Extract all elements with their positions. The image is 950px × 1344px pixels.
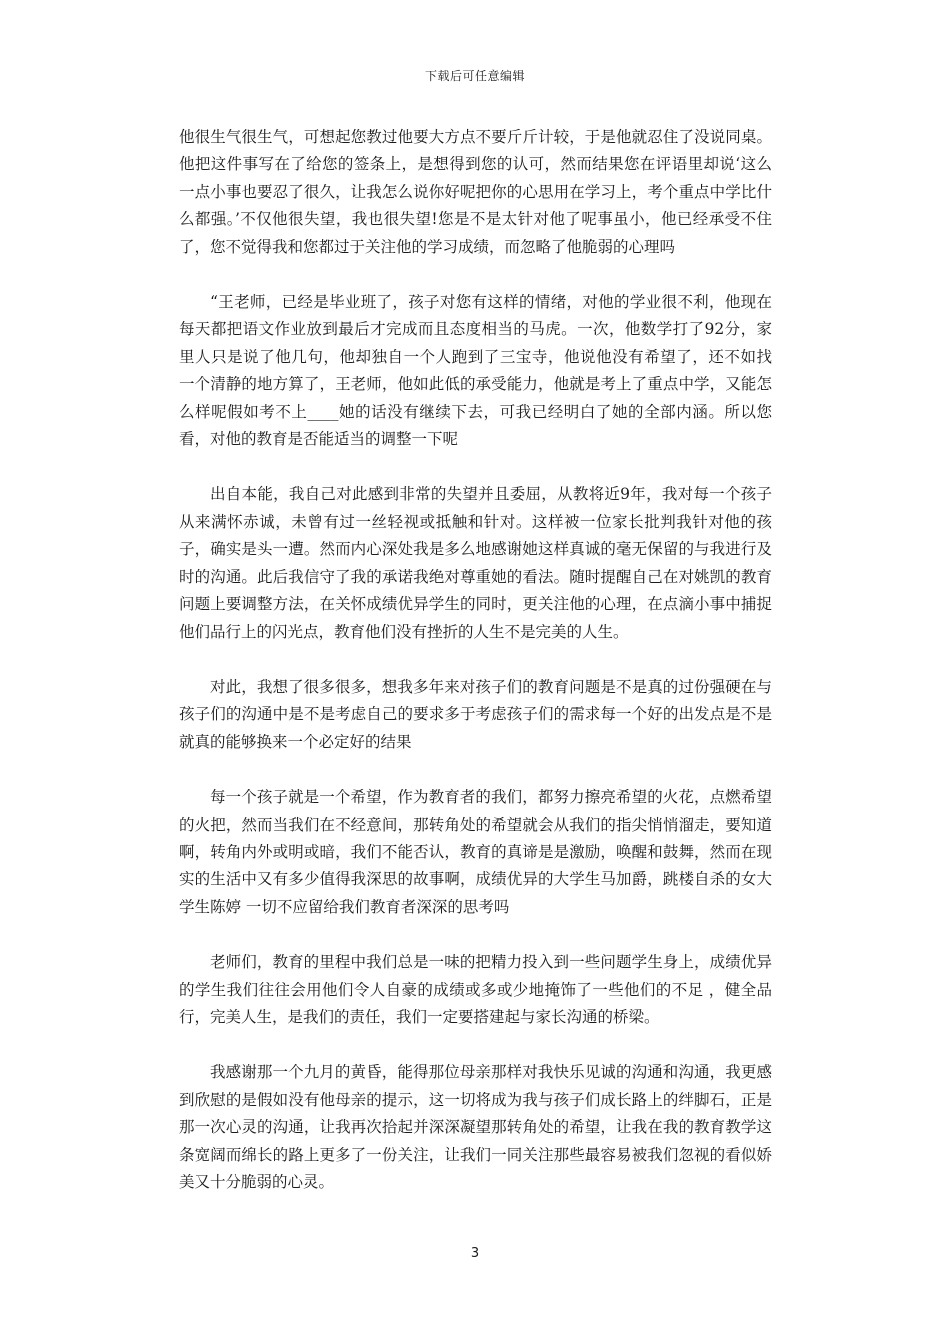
- paragraph-1: 他很生气很生气，可想起您教过他要大方点不要斤斤计较，于是他就忍住了没说同桌。他把这件事写在了给您的签条上，是想得到您的认可，然而结果您在评语里却说‘这么一点小事也要忍了很久，让我怎么说你好呢把你的心思用在学习上，考个重点中学比什么都强。’不仅他很失望，我也很失望!您是不是太针对他了呢事虽小，他已经承受不住了，您不觉得我和您都过于关注他的学习成绩，而忽略了他脆弱的心理吗: [179, 128, 772, 256]
- document-body: [179, 124, 772, 1196]
- paragraph-7: 我感谢那一个九月的黄昏，能得那位母亲那样对我快乐见诚的沟通和沟通，我更感到欣慰的是假如没有他母亲的提示，这一切将成为我与孩子们成长路上的绊脚石，正是那一次心灵的沟通，让我再次拾起并深深凝望那转角处的希望，让我在我的教育教学这条宽阔而绵长的路上更多了一份关注，让我们一同关注那些最容易被我们忽视的看似娇美又十分脆弱的心灵。: [179, 1063, 772, 1191]
- paragraph-2: “王老师，已经是毕业班了，孩子对您有这样的情绪，对他的学业很不利，他现在每天都把语文作业放到最后才完成而且态度相当的马虎。一次，他数学打了92分，家里人只是说了他几句，他却独自一个人跑到了三宝寺，他说他没有希望了，还不如找 一个清静的地方算了，王老师，他如此低的承受能力，他就是考上了重点中学，又能怎么样呢假如考不上____她的话没有继续下去，可我已经明白了她的全部内涵。所以您看，对他的教育是否能适当的调整一下呢: [179, 293, 772, 449]
- page-number: 3: [470, 1246, 480, 1261]
- paragraph-3: 出自本能，我自己对此感到非常的失望并且委屈，从教将近9年，我对每一个孩子从来满怀赤诚，未曾有过一丝轻视或抵触和针对。这样被一位家长批判我针对他的孩子，确实是头一遭。然而内心深处我是多么地感谢她这样真诚的毫无保留的与我进行及时的沟通。此后我信守了我的承诺我绝对尊重她的看法。随时提醒自己在对姚凯的教育问题上要调整方法，在关怀成绩优异学生的同时，更关注他的心理，在点滴小事中捕捉他们品行上的闪光点，教育他们没有挫折的人生不是完美的人生。: [179, 485, 772, 641]
- page-header: 下载后可任意编辑: [424, 69, 525, 83]
- paragraph-6: 老师们，教育的里程中我们总是一味的把精力投入到一些问题学生身上，成绩优异的学生我们往往会用他们令人自豪的成绩或多或少地掩饰了一些他们的不足 ，健全品行，完美人生，是我们的责任，我们一定要搭建起与家长沟通的桥梁。: [179, 953, 772, 1026]
- paragraph-5: 每一个孩子就是一个希望，作为教育者的我们，都努力擦亮希望的火花，点燃希望的火把，然而当我们在不经意间，那转角处的希望就会从我们的指尖悄悄溜走，要知道啊，转角内外或明或暗，我们不能否认，教育的真谛是是激励，唤醒和鼓舞，然而在现实的生活中又有多少值得我深思的故事啊，成绩优异的大学生马加爵，跳楼自杀的女大学生陈婷 一切不应留给我们教育者深深的思考吗: [179, 788, 772, 916]
- paragraph-4: 对此，我想了很多很多，想我多年来对孩子们的教育问题是不是真的过份强硬在与孩子们的沟通中是不是考虑自己的要求多于考虑孩子们的需求每一个好的出发点是不是就真的能够换来一个必定好的结果: [179, 677, 772, 751]
